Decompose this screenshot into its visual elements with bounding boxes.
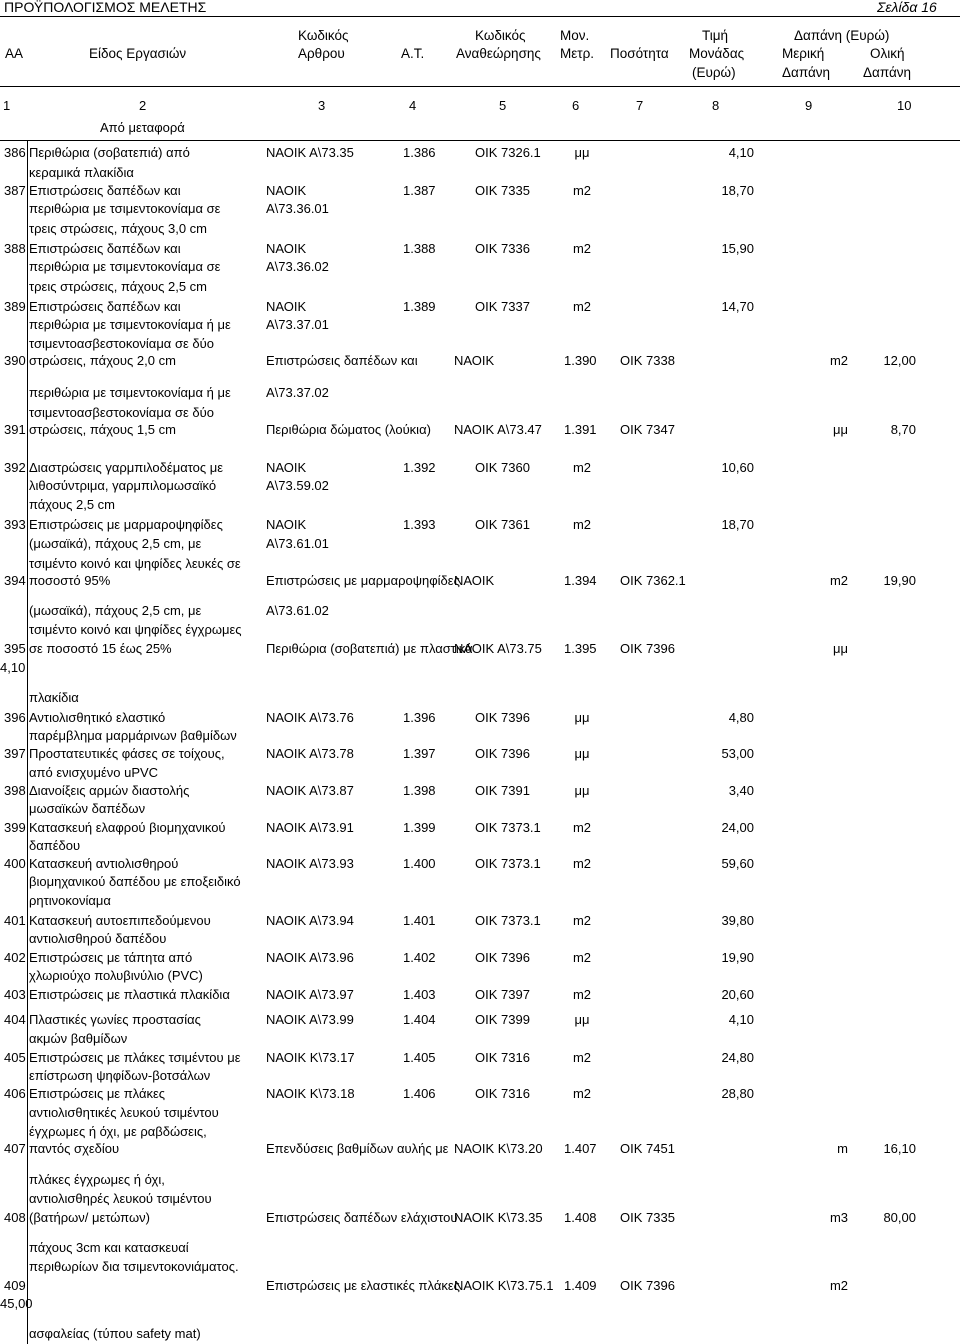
row-at-number: 1.393 (403, 517, 436, 532)
row-at-number: 1.398 (403, 783, 436, 798)
row-misaligned-at: 1.394 (564, 573, 597, 588)
col-header-timi-3: (Ευρώ) (692, 65, 736, 80)
col-header-anatheorisis-1: Κωδικός (475, 28, 526, 43)
row-description: περιθώρια με τσιμεντοκονίαμα ή με (29, 317, 231, 332)
col-header-aa: ΑΑ (5, 46, 24, 61)
row-misaligned-code: ΝΑΟΙΚ (454, 573, 495, 588)
row-misaligned-at: 1.395 (564, 641, 597, 656)
row-at-number: 1.389 (403, 299, 436, 314)
row-unit-price: 4,10 (728, 1012, 754, 1027)
row-description: παρέμβλημα μαρμάρινων βαθμίδων (29, 728, 237, 743)
col-header-monada-1: Μον. (560, 28, 590, 43)
row-unit-price: 18,70 (721, 183, 754, 198)
row-aa-number: 408 (4, 1210, 26, 1225)
row-description: ακμών βαθμίδων (29, 1031, 128, 1046)
col-number-1: 1 (3, 98, 11, 113)
row-aa-number: 396 (4, 710, 26, 725)
col-header-meriki-2: Δαπάνη (782, 65, 831, 80)
row-description: κεραμικά πλακίδια (29, 165, 134, 180)
row-unit: m2 (572, 950, 592, 965)
row-at-number: 1.392 (403, 460, 436, 475)
row-aa-continuation: 4,10 (0, 660, 26, 675)
col-number-2: 2 (139, 98, 147, 113)
row-misaligned-unit: m2 (829, 1278, 848, 1293)
row-unit-price: 19,90 (721, 950, 754, 965)
row-description: (μωσαϊκά), πάχους 2,5 cm, με (29, 603, 202, 618)
row-misaligned-code: ΝΑΟΙΚ Κ\73.35 (454, 1210, 543, 1225)
row-misaligned-code: ΝΑΟΙΚ (454, 353, 495, 368)
row-description: αντιολισθητικές λευκού τσιμέντου (29, 1105, 219, 1120)
row-description: Κατασκευή αυτοεπιπεδούμενου (29, 913, 211, 928)
table-top-rule (0, 140, 960, 141)
col-header-kodikos-arthrou-2: Αρθρου (298, 46, 345, 61)
row-description: ποσοστό 95% (29, 573, 111, 588)
row-misaligned-revision: ΟΙΚ 7396 (620, 1278, 675, 1293)
row-description: μωσαϊκών δαπέδων (29, 801, 146, 816)
row-description: Προστατευτικές φάσες σε τοίχους, (29, 746, 225, 761)
row-article-code: ΝΑΟΙΚ Κ\73.17 (266, 1050, 355, 1065)
row-article-code: Α\73.36.02 (266, 259, 329, 274)
col-header-timi-2: Μονάδας (689, 46, 745, 61)
row-article-code: ΝΑΟΙΚ Α\73.35 (266, 145, 354, 160)
row-description: πλακίδια (29, 690, 79, 705)
row-unit: m2 (572, 820, 592, 835)
row-description: στρώσεις, πάχους 1,5 cm (29, 422, 176, 437)
row-article-code: ΝΑΟΙΚ Α\73.96 (266, 950, 354, 965)
col-header-oliki-1: Ολική (870, 46, 905, 61)
row-at-number: 1.401 (403, 913, 436, 928)
row-description: αντιολισθηρές λευκού τσιμέντου (29, 1191, 212, 1206)
row-article-code: Α\73.36.01 (266, 201, 329, 216)
row-article-code: ΝΑΟΙΚ Α\73.78 (266, 746, 354, 761)
row-article-code: ΝΑΟΙΚ (266, 241, 307, 256)
row-description: Αντιολισθητικό ελαστικό (29, 710, 166, 725)
row-total-cost: 12,00 (883, 353, 916, 368)
row-description: Διαστρώσεις γαρμπιλοδέματος με (29, 460, 224, 475)
row-misaligned-unit: m2 (829, 573, 848, 588)
row-article-code: ΝΑΟΙΚ Α\73.97 (266, 987, 354, 1002)
row-misaligned-at: 1.390 (564, 353, 597, 368)
col-number-7: 7 (636, 98, 644, 113)
row-misaligned-unit: μμ (833, 422, 848, 437)
row-description: βιομηχανικού δαπέδου με εποξειδικό (29, 874, 241, 889)
row-misaligned-code: ΝΑΟΙΚ Α\73.75 (454, 641, 542, 656)
row-description: Επιστρώσεις με τάπητα από (29, 950, 193, 965)
row-misaligned-description: Επιστρώσεις δαπέδων ελάχιστου (266, 1210, 458, 1225)
row-description: Επιστρώσεις δαπέδων και (29, 299, 181, 314)
row-description: από ενισχυμένο uPVC (29, 765, 159, 780)
row-unit-price: 24,80 (721, 1050, 754, 1065)
row-revision-code: ΟΙΚ 7396 (475, 746, 530, 761)
row-aa-number: 397 (4, 746, 26, 761)
row-at-number: 1.405 (403, 1050, 436, 1065)
col-number-9: 9 (805, 98, 813, 113)
row-at-number: 1.400 (403, 856, 436, 871)
row-unit-price: 14,70 (721, 299, 754, 314)
row-description: (βατήρων/ μετώπων) (29, 1210, 150, 1225)
row-misaligned-revision: ΟΙΚ 7338 (620, 353, 675, 368)
row-unit-price: 28,80 (721, 1086, 754, 1101)
row-unit-price: 39,80 (721, 913, 754, 928)
row-misaligned-description: Επιστρώσεις με μαρμαροψηφίδες (266, 573, 460, 588)
row-description: πλάκες έγχρωμες ή όχι, (29, 1172, 165, 1187)
row-revision-code: ΟΙΚ 7396 (475, 710, 530, 725)
row-unit-price: 10,60 (721, 460, 754, 475)
row-at-number: 1.396 (403, 710, 436, 725)
row-article-code: ΝΑΟΙΚ Α\73.91 (266, 820, 354, 835)
row-description: τσιμέντο κοινό και ψηφίδες λευκές σε (29, 556, 241, 571)
row-description: περιθώρια με τσιμεντοκονίαμα σε (29, 201, 221, 216)
carry-forward-label: Από μεταφορά (100, 120, 185, 135)
row-article-code: ΝΑΟΙΚ (266, 299, 307, 314)
row-description: Επιστρώσεις με μαρμαροψηφίδες (29, 517, 223, 532)
row-description: πάχους 3cm και κατασκευαί (29, 1240, 189, 1255)
row-aa-number: 409 (4, 1278, 26, 1293)
row-at-number: 1.403 (403, 987, 436, 1002)
row-misaligned-at: 1.391 (564, 422, 597, 437)
row-article-code: ΝΑΟΙΚ Α\73.93 (266, 856, 354, 871)
row-misaligned-code: ΝΑΟΙΚ Κ\73.75.1 (454, 1278, 554, 1293)
row-article-code: Α\73.61.01 (266, 536, 329, 551)
row-aa-number: 393 (4, 517, 26, 532)
row-unit: m2 (572, 183, 592, 198)
col-header-oliki-2: Δαπάνη (863, 65, 912, 80)
row-description: τρεις στρώσεις, πάχους 2,5 cm (29, 279, 207, 294)
row-misaligned-code: ΝΑΟΙΚ Κ\73.20 (454, 1141, 543, 1156)
row-misaligned-description: Επιστρώσεις δαπέδων και (266, 353, 418, 368)
row-unit: m2 (572, 460, 592, 475)
col-number-5: 5 (499, 98, 507, 113)
page-number: Σελίδα 16 (877, 0, 937, 15)
row-article-code: Α\73.37.01 (266, 317, 329, 332)
row-aa-number: 388 (4, 241, 26, 256)
row-description: Επιστρώσεις δαπέδων και (29, 241, 181, 256)
row-description: ασφαλείας (τύπου safety mat) (29, 1326, 201, 1341)
row-revision-code: ΟΙΚ 7373.1 (475, 913, 541, 928)
row-aa-number: 406 (4, 1086, 26, 1101)
row-aa-number: 395 (4, 641, 26, 656)
row-misaligned-at: 1.409 (564, 1278, 597, 1293)
row-description: Πλαστικές γωνίες προστασίας (29, 1012, 201, 1027)
row-description: τρεις στρώσεις, πάχους 3,0 cm (29, 221, 207, 236)
row-aa-number: 389 (4, 299, 26, 314)
row-misaligned-unit: m2 (829, 353, 848, 368)
row-unit: μμ (574, 1012, 590, 1027)
row-unit-price: 3,40 (728, 783, 754, 798)
row-description: Επιστρώσεις δαπέδων και (29, 183, 181, 198)
row-revision-code: ΟΙΚ 7337 (475, 299, 530, 314)
row-article-code: Α\73.59.02 (266, 478, 329, 493)
row-revision-code: ΟΙΚ 7326.1 (475, 145, 541, 160)
row-description: Περιθώρια (σοβατεπιά) από (29, 145, 190, 160)
row-aa-continuation: 45,00 (0, 1296, 33, 1311)
row-revision-code: ΟΙΚ 7397 (475, 987, 530, 1002)
col-number-3: 3 (318, 98, 326, 113)
row-article-code: ΝΑΟΙΚ Α\73.87 (266, 783, 354, 798)
row-article-code: Α\73.37.02 (266, 385, 329, 400)
row-misaligned-at: 1.407 (564, 1141, 597, 1156)
row-total-cost: 8,70 (890, 422, 916, 437)
row-description: περιθωρίων δια τσιμεντοκονιάματος. (29, 1259, 239, 1274)
col-header-monada-2: Μετρ. (560, 46, 595, 61)
row-revision-code: ΟΙΚ 7373.1 (475, 820, 541, 835)
row-misaligned-revision: ΟΙΚ 7347 (620, 422, 675, 437)
row-revision-code: ΟΙΚ 7361 (475, 517, 530, 532)
row-description: περιθώρια με τσιμεντοκονίαμα ή με (29, 385, 231, 400)
row-revision-code: ΟΙΚ 7316 (475, 1086, 530, 1101)
row-unit-price: 18,70 (721, 517, 754, 532)
row-unit: m2 (572, 241, 592, 256)
row-article-code: ΝΑΟΙΚ Α\73.76 (266, 710, 354, 725)
row-aa-number: 402 (4, 950, 26, 965)
row-revision-code: ΟΙΚ 7360 (475, 460, 530, 475)
row-at-number: 1.402 (403, 950, 436, 965)
row-article-code: ΝΑΟΙΚ (266, 517, 307, 532)
row-unit-price: 15,90 (721, 241, 754, 256)
row-description: στρώσεις, πάχους 2,0 cm (29, 353, 176, 368)
row-description: τσιμέντο κοινό και ψηφίδες έγχρωμες (29, 622, 242, 637)
row-at-number: 1.388 (403, 241, 436, 256)
row-description: Επιστρώσεις με πλαστικά πλακίδια (29, 987, 230, 1002)
row-description: Επιστρώσεις με πλάκες (29, 1086, 166, 1101)
row-misaligned-description: Επενδύσεις βαθμίδων αυλής με (266, 1141, 449, 1156)
row-unit-price: 24,00 (721, 820, 754, 835)
row-unit-price: 4,10 (728, 145, 754, 160)
row-total-cost: 80,00 (883, 1210, 916, 1225)
row-description: Κατασκευή ελαφρού βιομηχανικού (29, 820, 226, 835)
row-description: Κατασκευή αντιολισθηρού (29, 856, 179, 871)
col-header-at: Α.Τ. (401, 46, 425, 61)
col-header-kodikos-arthrou-1: Κωδικός (298, 28, 349, 43)
row-article-code: ΝΑΟΙΚ (266, 460, 307, 475)
row-aa-number: 405 (4, 1050, 26, 1065)
row-description: τσιμεντοασβεστοκονίαμα σε δύο (29, 336, 214, 351)
row-aa-number: 387 (4, 183, 26, 198)
row-unit: m2 (572, 913, 592, 928)
row-article-code: ΝΑΟΙΚ (266, 183, 307, 198)
row-unit-price: 59,60 (721, 856, 754, 871)
row-description: παντός σχεδίου (29, 1141, 120, 1156)
row-unit: m2 (572, 1050, 592, 1065)
row-revision-code: ΟΙΚ 7396 (475, 950, 530, 965)
row-unit: m2 (572, 987, 592, 1002)
row-description: ρητινοκονίαμα (29, 893, 111, 908)
row-at-number: 1.386 (403, 145, 436, 160)
row-aa-number: 407 (4, 1141, 26, 1156)
row-aa-number: 392 (4, 460, 26, 475)
row-at-number: 1.387 (403, 183, 436, 198)
col-header-meriki-1: Μερική (782, 46, 825, 61)
row-revision-code: ΟΙΚ 7335 (475, 183, 530, 198)
row-description: Διανοίξεις αρμών διαστολής (29, 783, 190, 798)
row-description: δαπέδου (29, 838, 81, 853)
col-header-posotita: Ποσότητα (610, 46, 669, 61)
header-bottom-rule (0, 86, 960, 87)
row-aa-number: 404 (4, 1012, 26, 1027)
row-misaligned-description: Περιθώρια (σοβατεπιά) με πλαστικά (266, 641, 473, 656)
col-number-4: 4 (409, 98, 417, 113)
row-unit: m2 (572, 856, 592, 871)
col-header-eidos: Είδος Εργασιών (89, 46, 187, 61)
row-aa-number: 403 (4, 987, 26, 1002)
col-number-6: 6 (572, 98, 580, 113)
document-title: ΠΡΟΫΠΟΛΟΓΙΣΜΟΣ ΜΕΛΕΤΗΣ (4, 0, 207, 15)
row-misaligned-code: ΝΑΟΙΚ Α\73.47 (454, 422, 542, 437)
row-aa-number: 390 (4, 353, 26, 368)
row-unit-price: 4,80 (728, 710, 754, 725)
row-unit-price: 53,00 (721, 746, 754, 761)
row-article-code: ΝΑΟΙΚ Α\73.94 (266, 913, 354, 928)
row-misaligned-unit: m (837, 1141, 848, 1156)
row-unit: m2 (572, 299, 592, 314)
row-revision-code: ΟΙΚ 7399 (475, 1012, 530, 1027)
row-description: έγχρωμες ή όχι, με ραβδώσεις, (29, 1124, 207, 1139)
row-description: αντιολισθηρού δαπέδου (29, 931, 167, 946)
row-unit: m2 (572, 517, 592, 532)
row-revision-code: ΟΙΚ 7391 (475, 783, 530, 798)
row-description: τσιμεντοασβεστοκονίαμα σε δύο (29, 405, 214, 420)
row-article-code: ΝΑΟΙΚ Α\73.99 (266, 1012, 354, 1027)
row-unit: μμ (574, 783, 590, 798)
row-aa-number: 400 (4, 856, 26, 871)
row-description: πάχους 2,5 cm (29, 497, 116, 512)
row-misaligned-revision: ΟΙΚ 7451 (620, 1141, 675, 1156)
row-misaligned-at: 1.408 (564, 1210, 597, 1225)
row-misaligned-revision: ΟΙΚ 7335 (620, 1210, 675, 1225)
aa-column-rule (27, 140, 28, 1344)
row-misaligned-description: Επιστρώσεις με ελαστικές πλάκες (266, 1278, 460, 1293)
row-aa-number: 401 (4, 913, 26, 928)
row-misaligned-unit: μμ (833, 641, 848, 656)
row-misaligned-unit: m3 (829, 1210, 848, 1225)
col-header-dapani: Δαπάνη (Ευρώ) (794, 28, 890, 43)
row-misaligned-revision: ΟΙΚ 7396 (620, 641, 675, 656)
row-at-number: 1.406 (403, 1086, 436, 1101)
row-at-number: 1.399 (403, 820, 436, 835)
row-revision-code: ΟΙΚ 7336 (475, 241, 530, 256)
row-unit: μμ (574, 710, 590, 725)
row-aa-number: 394 (4, 573, 26, 588)
row-description: Επιστρώσεις με πλάκες τσιμέντου με (29, 1050, 241, 1065)
row-at-number: 1.397 (403, 746, 436, 761)
col-number-10: 10 (897, 98, 912, 113)
row-description: (μωσαϊκά), πάχους 2,5 cm, με (29, 536, 202, 551)
row-article-code: Α\73.61.02 (266, 603, 329, 618)
row-misaligned-revision: ΟΙΚ 7362.1 (620, 573, 686, 588)
row-at-number: 1.404 (403, 1012, 436, 1027)
header-top-rule (0, 16, 960, 17)
row-description: περιθώρια με τσιμεντοκονίαμα σε (29, 259, 221, 274)
row-aa-number: 391 (4, 422, 26, 437)
row-unit: μμ (574, 746, 590, 761)
row-aa-number: 399 (4, 820, 26, 835)
row-unit-price: 20,60 (721, 987, 754, 1002)
col-number-8: 8 (712, 98, 720, 113)
row-total-cost: 19,90 (883, 573, 916, 588)
col-header-timi-1: Τιμή (702, 28, 729, 43)
row-description: σε ποσοστό 15 έως 25% (29, 641, 172, 656)
row-unit: m2 (572, 1086, 592, 1101)
row-description: λιθοσύντριμα, γαρμπιλομωσαϊκό (29, 478, 217, 493)
row-article-code: ΝΑΟΙΚ Κ\73.18 (266, 1086, 355, 1101)
col-header-anatheorisis-2: Αναθεώρησης (456, 46, 541, 61)
row-description: επίστρωση ψηφίδων-βοτσάλων (29, 1068, 211, 1083)
row-aa-number: 386 (4, 145, 26, 160)
row-total-cost: 16,10 (883, 1141, 916, 1156)
row-unit: μμ (574, 145, 590, 160)
row-misaligned-description: Περιθώρια δώματος (λούκια) (266, 422, 431, 437)
row-revision-code: ΟΙΚ 7373.1 (475, 856, 541, 871)
row-description: χλωριούχο πολυβινύλιο (PVC) (29, 968, 203, 983)
row-aa-number: 398 (4, 783, 26, 798)
row-revision-code: ΟΙΚ 7316 (475, 1050, 530, 1065)
